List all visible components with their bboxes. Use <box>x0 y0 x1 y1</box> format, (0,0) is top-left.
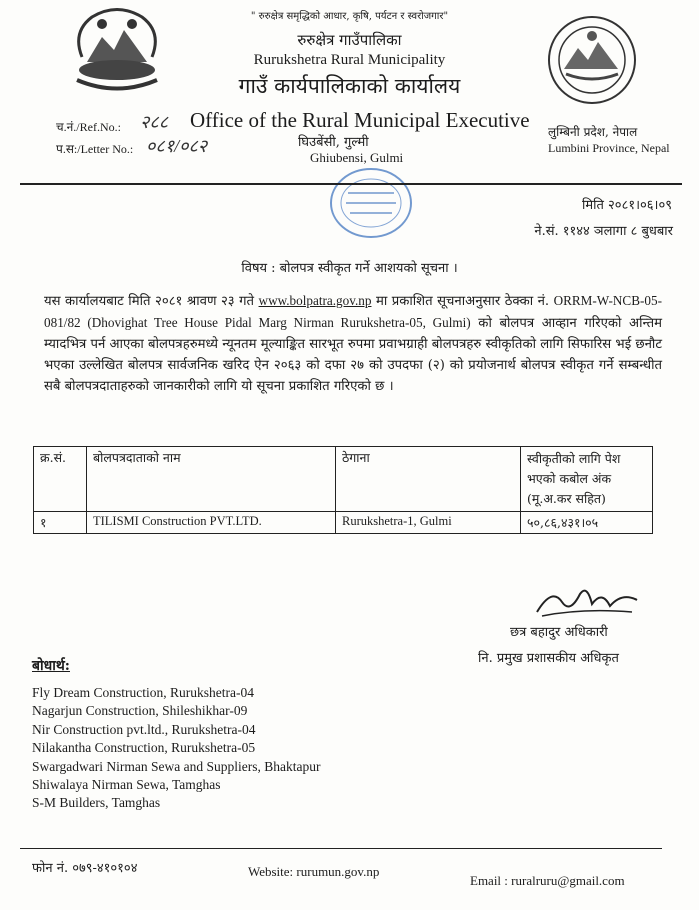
bolpatra-link[interactable]: www.bolpatra.gov.np <box>258 293 372 308</box>
date-bs: मिति २०८१।०६।०९ <box>582 198 672 213</box>
cc-list <box>32 684 320 813</box>
col-header-sn: क्र.सं. <box>34 447 87 512</box>
cc-heading: बोधार्थ: <box>32 658 70 674</box>
province-np: लुम्बिनी प्रदेश, नेपाल <box>548 125 638 139</box>
col-header-address: ठेगाना <box>336 447 521 512</box>
list-item: Nagarjun Construction, Shileshikhar-09 <box>32 703 248 719</box>
body-part3: को बोलपत्र आव्हान गरिएको अन्तिम म्यादभित्र पर्न आएका बोलपत्रहरुमध्ये न्यूनतम मूल्याङ्कित सारभूत रुपमा प्रवाभग्राही बोलपत्रहरु स्वीकृतिको लागि सिफारिस भई छनौट भएका उल्लेखित बोलपत्र सार्वजनिक खरिद ऐन २०६३ को दफा २७ को उपदफा (२) को प्रयोजनार्थ बोलपत्र स्वीकृत गर्ने सम्बन्धीत सबै बोलपत्रदाताहरुको जानकारीको लागि यो सूचना प्रकाशित गरिएको छ । <box>44 316 662 394</box>
date-nepal-sambat: ने.सं. ११४४ ञलागा ८ बुधबार <box>534 224 673 239</box>
list-item: Swargadwari Nirman Sewa and Suppliers, Bhaktapur <box>32 758 321 774</box>
cell-sn: १ <box>34 512 87 534</box>
ref-value: २८८ <box>140 112 169 132</box>
cell-amount: ५०,८६,४३१।०५ <box>521 512 653 534</box>
location-np: घिउबेंसी, गुल्मी <box>298 135 369 150</box>
list-item: S-M Builders, Tamghas <box>32 795 161 811</box>
signatory-name: छत्र बहादुर अधिकारी <box>510 625 608 640</box>
col-header-name: बोलपत्रदाताको नाम <box>87 447 336 512</box>
letter-label: प.स:/Letter No.: <box>56 142 134 156</box>
list-item: Shiwalaya Nirman Sewa, Tamghas <box>32 777 221 793</box>
body-part2: मा प्रकाशित सूचनाअनुसार ठेक्का नं. <box>371 294 554 309</box>
list-item: Nir Construction pvt.ltd., Rurukshetra-04 <box>32 721 256 737</box>
cell-address: Rurukshetra-1, Gulmi <box>336 512 521 534</box>
office-title-np: गाउँ कार्यपालिकाको कार्यालय <box>238 74 461 98</box>
contract-number: ORRM-W-NCB-05-081/82 (Dhovighat Tree House Pidal Marg Nirman Rurukshetra-05, Gulmi) <box>44 293 662 330</box>
table-header-row <box>34 447 653 512</box>
bidder-table <box>33 446 653 534</box>
office-title-en: Office of the Rural Municipal Executive <box>190 108 530 132</box>
table-row <box>34 512 653 534</box>
signature-icon <box>532 582 642 622</box>
letter-value: ०८१/०८२ <box>146 136 208 156</box>
subject: विषय : बोलपत्र स्वीकृत गर्ने आशयको सूचना । <box>241 261 458 276</box>
list-item: Fly Dream Construction, Rurukshetra-04 <box>32 685 254 700</box>
cell-bidder-name: TILISMI Construction PVT.LTD. <box>87 512 336 534</box>
footer-phone: फोन नं. ०७९-४१०१०४ <box>32 861 138 876</box>
municipality-name-en: Rurukshetra Rural Municipality <box>253 52 446 68</box>
municipality-name-np: रुरुक्षेत्र गाउँपालिका <box>297 31 402 49</box>
province-en: Lumbini Province, Nepal <box>548 141 670 155</box>
col-header-amount: स्वीकृतीको लागि पेश भएको कबोल अंक (मू.अ.कर सहित) <box>521 447 653 512</box>
footer-email[interactable]: Email : ruralruru@gmail.com <box>470 873 625 888</box>
notice-body <box>44 290 662 397</box>
list-item: Nilakantha Construction, Rurukshetra-05 <box>32 740 256 756</box>
footer-rule <box>20 848 662 849</box>
signatory-title: नि. प्रमुख प्रशासकीय अधिकृत <box>478 651 619 666</box>
header-rule <box>20 183 682 185</box>
location-en: Ghiubensi, Gulmi <box>310 150 404 165</box>
body-part1: यस कार्यालयबाट मिति २०८१ श्रावण २३ गते <box>44 294 259 309</box>
ref-label: च.नं./Ref.No.: <box>56 120 121 134</box>
office-stamp-icon <box>326 163 416 243</box>
motto: " रुरुक्षेत्र समृद्धिको आधार, कृषि, पर्यटन र स्वरोजगार" <box>250 11 449 22</box>
footer-website[interactable]: Website: rurumun.gov.np <box>248 864 380 879</box>
